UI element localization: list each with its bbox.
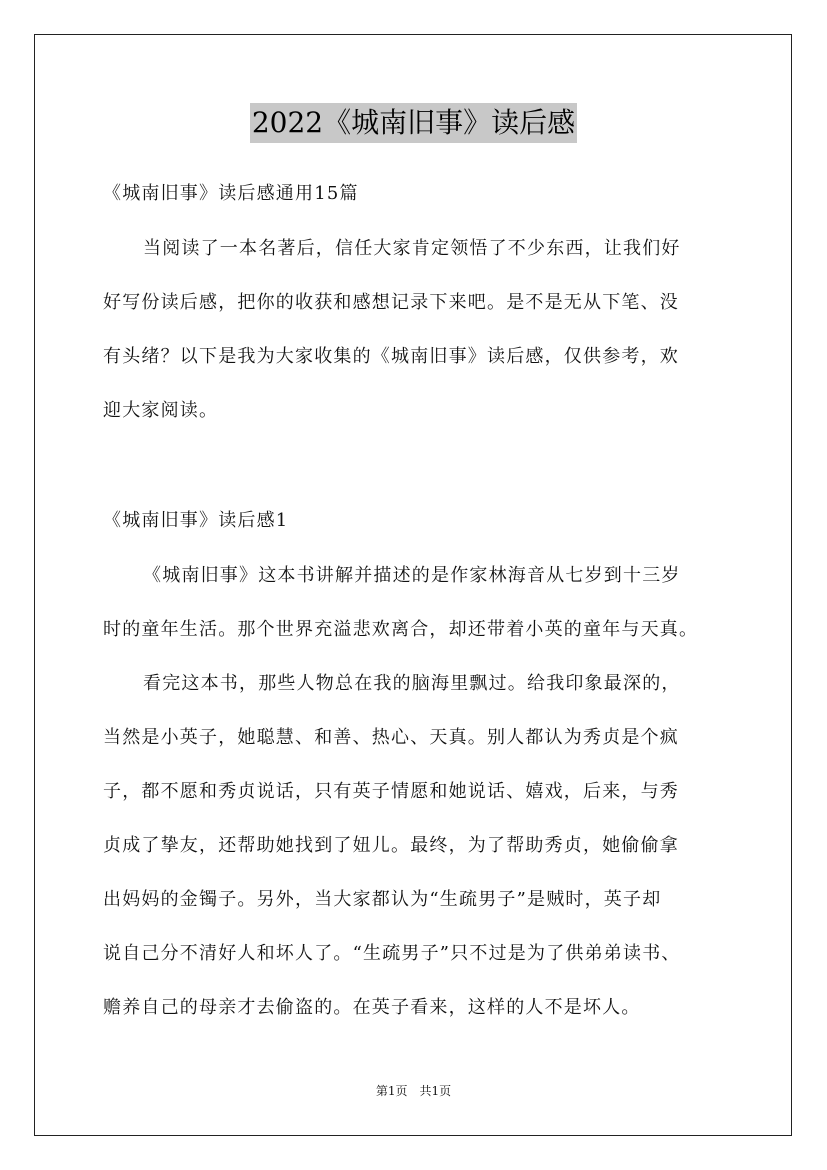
paragraph-line: 说自己分不清好人和坏人了。“生疏男子”只不过是为了供弟弟读书、 [103,943,681,964]
document-subtitle: 《城南旧事》读后感通用15篇 [103,183,359,204]
title-container [0,103,827,143]
paragraph-line: 赡养自己的母亲才去偷盗的。在英子看来，这样的人不是坏人。 [103,997,641,1018]
intro-line: 迎大家阅读。 [103,400,219,421]
intro-line: 好写份读后感，把你的收获和感想记录下来吧。是不是无从下笔、没 [103,292,679,313]
intro-line: 有头绪？以下是我为大家收集的《城南旧事》读后感，仅供参考，欢 [103,346,679,367]
paragraph-line: 看完这本书，那些人物总在我的脑海里飘过。给我印象最深的， [143,673,681,694]
page-footer: 第1页 共1页 [375,1084,452,1098]
document-title: 2022《城南旧事》读后感 [250,103,577,143]
paragraph-line: 当然是小英子，她聪慧、和善、热心、天真。别人都认为秀贞是个疯 [103,727,679,748]
paragraph-line: 时的童年生活。那个世界充溢悲欢离合，却还带着小英的童年与天真。 [103,619,699,640]
paragraph-line: 贞成了挚友，还帮助她找到了妞儿。最终，为了帮助秀贞，她偷偷拿 [103,835,679,856]
intro-line: 当阅读了一本名著后，信任大家肯定领悟了不少东西，让我们好 [143,238,681,259]
paragraph-line: 子，都不愿和秀贞说话，只有英子情愿和她说话、嬉戏，后来，与秀 [103,781,679,802]
paragraph-line: 出妈妈的金镯子。另外，当大家都认为“生疏男子”是贼时，英子却 [103,889,662,910]
section-heading: 《城南旧事》读后感1 [103,510,289,531]
paragraph-line: 《城南旧事》这本书讲解并描述的是作家林海音从七岁到十三岁 [143,565,681,586]
